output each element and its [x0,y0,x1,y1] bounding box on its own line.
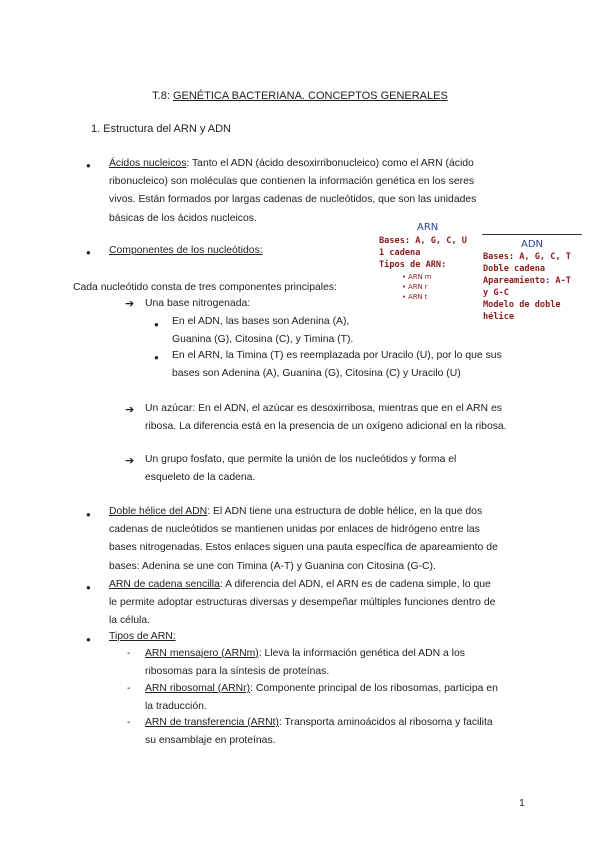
title-prefix: T.8: [152,90,173,102]
arnr-term: ARN ribosomal (ARNr) [145,683,251,694]
arn-note-title: ARN [417,222,439,233]
bullet-icon: ● [86,161,91,170]
tipos-arn-heading: Tipos de ARN: [109,631,176,642]
text-line: ribosomas para la síntesis de proteínas. [145,666,330,678]
dash-marker: - [127,648,131,659]
note-line: Apareamiento: A-T [483,276,571,286]
text-line: la célula. [109,615,151,627]
fosfato-text [145,451,545,487]
acidos-nucleicos-paragraph [109,155,531,228]
azucar-text [145,400,545,436]
text-line: esqueleto de la cadena. [145,472,256,484]
dash-marker: - [127,683,131,694]
adn-note-title: ADN [521,239,544,250]
arn-note [379,235,494,271]
arn-types-note [402,272,431,302]
adn-note-rule [482,234,582,235]
arnt-item [145,714,535,750]
componentes-heading: Componentes de los nucleótidos: [109,245,263,256]
text-line: le permite adoptar estructuras diversas y desempeñar múltiples funciones dentro de [109,597,496,609]
adn-note [483,251,593,323]
bullet-icon: ● [154,353,159,362]
text-line: Guanina (G), Citosina (C), y Timina (T). [172,334,354,346]
cadena-sencilla-term: ARN de cadena sencilla [109,579,220,590]
text-line: Un grupo fosfato, que permite la unión de los nucleótidos y forma el [145,454,457,465]
text-line: bases: Adenina se une con Timina (A-T) y Guanina con Citosina (G-C). [109,560,436,572]
text-line: vivos. Están formados por largas cadenas de nucleótidos, que son las unidades [109,194,477,206]
note-line: Modelo de doble [483,300,561,310]
arrow-icon: ➔ [125,298,135,310]
text-line: básicas de los ácidos nucleicos. [109,212,257,224]
note-line: • ARN t [402,293,428,301]
text-line: Un azúcar: En el ADN, el azúcar es desoxirribosa, mientras que en el ARN es [145,403,502,414]
text-line: En el ADN, las bases son Adenina (A), [172,316,350,327]
text-line: su ensamblaje en proteínas. [145,735,276,747]
text-line: : Transporta aminoácidos al ribosoma y facilita [278,717,493,728]
note-line: hélice [483,312,515,322]
bullet-icon: ● [154,320,159,329]
acidos-term: Ácidos nucleicos [109,158,187,169]
bullet-icon: ● [86,635,91,644]
arrow-icon: ➔ [125,404,135,416]
text-line: : A diferencia del ADN, el ARN es de cadena simple, lo que [219,579,491,590]
page-title [0,87,600,105]
text-line: bases son Adenina (A), Guanina (G), Citosina (C) y Uracilo (U) [172,368,461,380]
text-line: : El ADN tiene una estructura de doble hélice, en la que dos [207,506,483,517]
dash-marker: - [127,717,131,728]
text-line: En el ARN, la Timina (T) es reemplazada por Uracilo (U), por lo que sus [172,350,502,361]
arnt-term: ARN de transferencia (ARNt) [145,717,279,728]
text-line: : Lleva la información genética del ADN a los [258,648,465,659]
text-line: ribosa. La diferencia está en la presencia de un oxígeno adicional en la ribosa. [145,421,507,433]
bullet-icon: ● [86,248,91,257]
note-line: Bases: A, G, C, T [483,252,571,262]
note-line: y G-C [483,288,509,298]
bullet-icon: ● [86,510,91,519]
arnr-item [145,680,535,716]
note-line: 1 cadena [379,248,421,258]
note-line: • ARN r [402,283,428,291]
note-line: Doble cadena [483,264,546,274]
text-line: cadenas de nucleótidos se mantienen unidas por enlaces de hidrógeno entre las [109,524,480,536]
note-line: Tipos de ARN: [379,260,447,270]
arnm-term: ARN mensajero (ARNm) [145,648,259,659]
text-line: ribonucleico) son moléculas que contienen la información genética en los seres [109,176,475,188]
cada-nucleotido-line: Cada nucleótido consta de tres componentes principales: [73,282,337,293]
arn-bases-text [172,347,542,383]
bullet-icon: ● [86,583,91,592]
page-number: 1 [519,798,525,809]
text-line: : Tanto el ADN (ácido desoxirribonucleico) como el ARN (ácido [186,158,474,169]
adn-bases-text [172,313,402,349]
note-line: Bases: A, G, C, U [379,236,467,246]
doble-helice-paragraph [109,503,531,576]
text-line: bases nitrogenadas. Estos enlaces siguen una pauta específica de apareamiento de [109,542,498,554]
arrow-icon: ➔ [125,455,135,467]
cadena-sencilla-paragraph [109,576,539,631]
section-heading: 1. Estructura del ARN y ADN [91,123,231,135]
text-line: la traducción. [145,701,207,713]
text-line: : Componente principal de los ribosomas, participa en [250,683,498,694]
doble-helice-term: Doble hélice del ADN [109,506,208,517]
title-main: GENÉTICA BACTERIANA. CONCEPTOS GENERALES [172,90,448,102]
base-nitrogenada-label: Una base nitrogenada: [145,298,251,309]
note-line: • ARN m [402,273,432,281]
arnm-item [145,645,535,681]
